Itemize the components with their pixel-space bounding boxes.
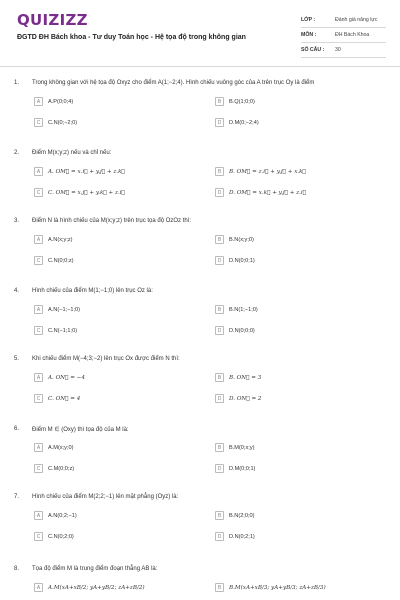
answer-option-c[interactable] [34, 393, 80, 404]
option-text: A.N(0;2;−1) [48, 512, 77, 519]
option-text: B.N(2;0;0) [229, 512, 255, 519]
option-letter-box: C [34, 532, 43, 541]
answer-option-c[interactable] [34, 463, 74, 474]
option-text: D.N(0;0;0) [229, 327, 255, 334]
answer-option-b[interactable] [215, 234, 254, 245]
meta-value-subject: ĐH Bách Khoa [335, 32, 370, 38]
answer-option-d[interactable] [215, 531, 255, 542]
answer-option-a[interactable] [34, 372, 85, 383]
meta-label-class: LỚP : [301, 17, 316, 23]
option-letter-box: A [34, 167, 43, 176]
answer-option-b[interactable] [215, 582, 326, 593]
option-letter-box: A [34, 373, 43, 382]
answer-option-d[interactable] [215, 187, 306, 198]
question-text: Trong không gian với hệ tọa độ Oxyz cho điểm A(1;−2;4). Hình chiếu vuông góc của A trên trục Oy là điểm [32, 80, 315, 86]
option-letter-box: D [215, 532, 224, 541]
answer-option-a[interactable] [34, 510, 77, 521]
option-letter-box: B [215, 583, 224, 592]
option-letter-box: C [34, 464, 43, 473]
answer-option-a[interactable] [34, 582, 145, 593]
option-letter-box: C [34, 118, 43, 127]
option-text: A.N(x;y;z) [48, 236, 73, 243]
question-text: Điểm M ∈ (Oxy) thì tọa độ của M là: [32, 427, 129, 433]
option-text: B.M(0;x;y) [229, 444, 255, 451]
option-letter-box: C [34, 394, 43, 403]
option-letter-box: C [34, 188, 43, 197]
option-text: C. OM⃗ = x.j⃗ + y.k⃗ + z.i⃗ [48, 189, 125, 196]
meta-label-subject: MÔN : [301, 32, 317, 38]
option-letter-box: D [215, 256, 224, 265]
option-text: B.N(1;−1;0) [229, 306, 258, 313]
option-letter-box: A [34, 583, 43, 592]
option-letter-box: A [34, 443, 43, 452]
quizizz-logo: QUIZIZZ [17, 11, 88, 29]
question-number: 4. [14, 288, 20, 294]
option-text: B.Q(1;0;0) [229, 98, 255, 105]
answer-option-a[interactable] [34, 304, 80, 315]
question-number: 2. [14, 150, 20, 156]
option-text: A.M(xA+xB/2; yA+yB/2; zA+zB/2) [48, 584, 145, 591]
answer-option-b[interactable] [215, 96, 255, 107]
question-text: Hình chiếu của điểm M(2;2;−1) lên mặt phẳng (Oyz) là: [32, 494, 179, 500]
answer-option-c[interactable] [34, 325, 77, 336]
answer-option-b[interactable] [215, 442, 254, 453]
option-letter-box: B [215, 167, 224, 176]
option-letter-box: B [215, 373, 224, 382]
answer-option-b[interactable] [215, 166, 306, 177]
option-text: D. ON⃗ = 2 [229, 395, 262, 402]
option-text: C.M(0;0;z) [48, 465, 75, 472]
option-text: C.N(0;−2;0) [48, 119, 78, 126]
question-number: 7. [14, 494, 20, 500]
option-text: B.N(x;y;0) [229, 236, 254, 243]
meta-label-count: SỐ CÂU : [301, 47, 325, 53]
answer-option-a[interactable] [34, 234, 73, 245]
option-text: C.N(0;0;z) [48, 257, 74, 264]
question-number: 1. [14, 80, 20, 86]
option-text: B. OM⃗ = z.i⃗ + y.j⃗ + x.k⃗ [229, 168, 306, 175]
meta-value-class: Đánh giá năng lực [335, 17, 378, 23]
meta-row-count [301, 43, 386, 58]
option-text: A.P(0;0;4) [48, 98, 74, 105]
option-letter-box: B [215, 97, 224, 106]
option-text: D.M(0;0;1) [229, 465, 256, 472]
question-text: Hình chiếu của điểm M(1;−1;0) lên trục Oz là: [32, 288, 153, 294]
answer-option-c[interactable] [34, 255, 74, 266]
option-text: D.N(0;2;1) [229, 533, 255, 540]
option-letter-box: D [215, 394, 224, 403]
question-text: Điểm M(x;y;z) nếu và chỉ nếu: [32, 150, 112, 156]
option-text: C. ON⃗ = 4 [48, 395, 81, 402]
answer-option-a[interactable] [34, 166, 125, 177]
option-letter-box: D [215, 464, 224, 473]
question-number: 3. [14, 218, 20, 224]
option-text: B. ON⃗ = 3 [229, 374, 262, 381]
question-number: 8. [14, 566, 20, 572]
header-divider [0, 66, 400, 67]
option-letter-box: B [215, 305, 224, 314]
answer-option-b[interactable] [215, 304, 258, 315]
answer-option-c[interactable] [34, 117, 77, 128]
option-letter-box: A [34, 305, 43, 314]
option-letter-box: A [34, 511, 43, 520]
meta-panel [301, 13, 386, 58]
option-text: A.N(−1;−1;0) [48, 306, 81, 313]
answer-option-d[interactable] [215, 117, 259, 128]
question-number: 5. [14, 356, 20, 362]
meta-value-count: 30 [335, 47, 341, 53]
option-letter-box: C [34, 256, 43, 265]
question-text: Khi chiếu điểm M(−4;3;−2) lên trục Ox được điểm N thì: [32, 356, 180, 362]
answer-option-d[interactable] [215, 463, 255, 474]
question-text: Tọa độ điểm M là trung điểm đoạn thẳng AB là: [32, 566, 158, 572]
option-letter-box: B [215, 443, 224, 452]
option-letter-box: D [215, 188, 224, 197]
option-letter-box: B [215, 235, 224, 244]
question-text: Điểm N là hình chiếu của M(x;y;z) trên trục tọa độ OzOz thì: [32, 218, 192, 224]
option-letter-box: A [34, 97, 43, 106]
option-text: C.N(0;2;0) [48, 533, 74, 540]
answer-option-c[interactable] [34, 531, 74, 542]
answer-option-b[interactable] [215, 510, 255, 521]
option-letter-box: D [215, 118, 224, 127]
option-text: B.M(xA+xB/3; yA+yB/3; zA+zB/3) [229, 584, 326, 591]
option-letter-box: C [34, 326, 43, 335]
option-letter-box: A [34, 235, 43, 244]
option-letter-box: B [215, 511, 224, 520]
answer-option-b[interactable] [215, 372, 261, 383]
answer-option-c[interactable] [34, 187, 125, 198]
option-text: D. OM⃗ = x.k⃗ + y.j⃗ + z.i⃗ [229, 189, 307, 196]
option-text: D.M(0;−2;4) [229, 119, 259, 126]
question-number: 6. [14, 426, 20, 432]
page-title: ĐGTD ĐH Bách khoa - Tư duy Toán học - Hệ tọa độ trong không gian [17, 34, 246, 41]
answer-option-d[interactable] [215, 255, 255, 266]
meta-row-class [301, 13, 386, 28]
answer-option-d[interactable] [215, 325, 255, 336]
option-letter-box: D [215, 326, 224, 335]
option-text: A. OM⃗ = x.i⃗ + y.j⃗ + z.k⃗ [48, 168, 125, 175]
answer-option-d[interactable] [215, 393, 261, 404]
answer-option-a[interactable] [34, 442, 73, 453]
answer-option-a[interactable] [34, 96, 73, 107]
option-text: A. ON⃗ = −4 [48, 374, 85, 381]
option-text: C.N(−1;1;0) [48, 327, 78, 334]
option-text: D.N(0;0;1) [229, 257, 255, 264]
meta-row-subject [301, 28, 386, 43]
option-text: A.M(x;y;0) [48, 444, 74, 451]
